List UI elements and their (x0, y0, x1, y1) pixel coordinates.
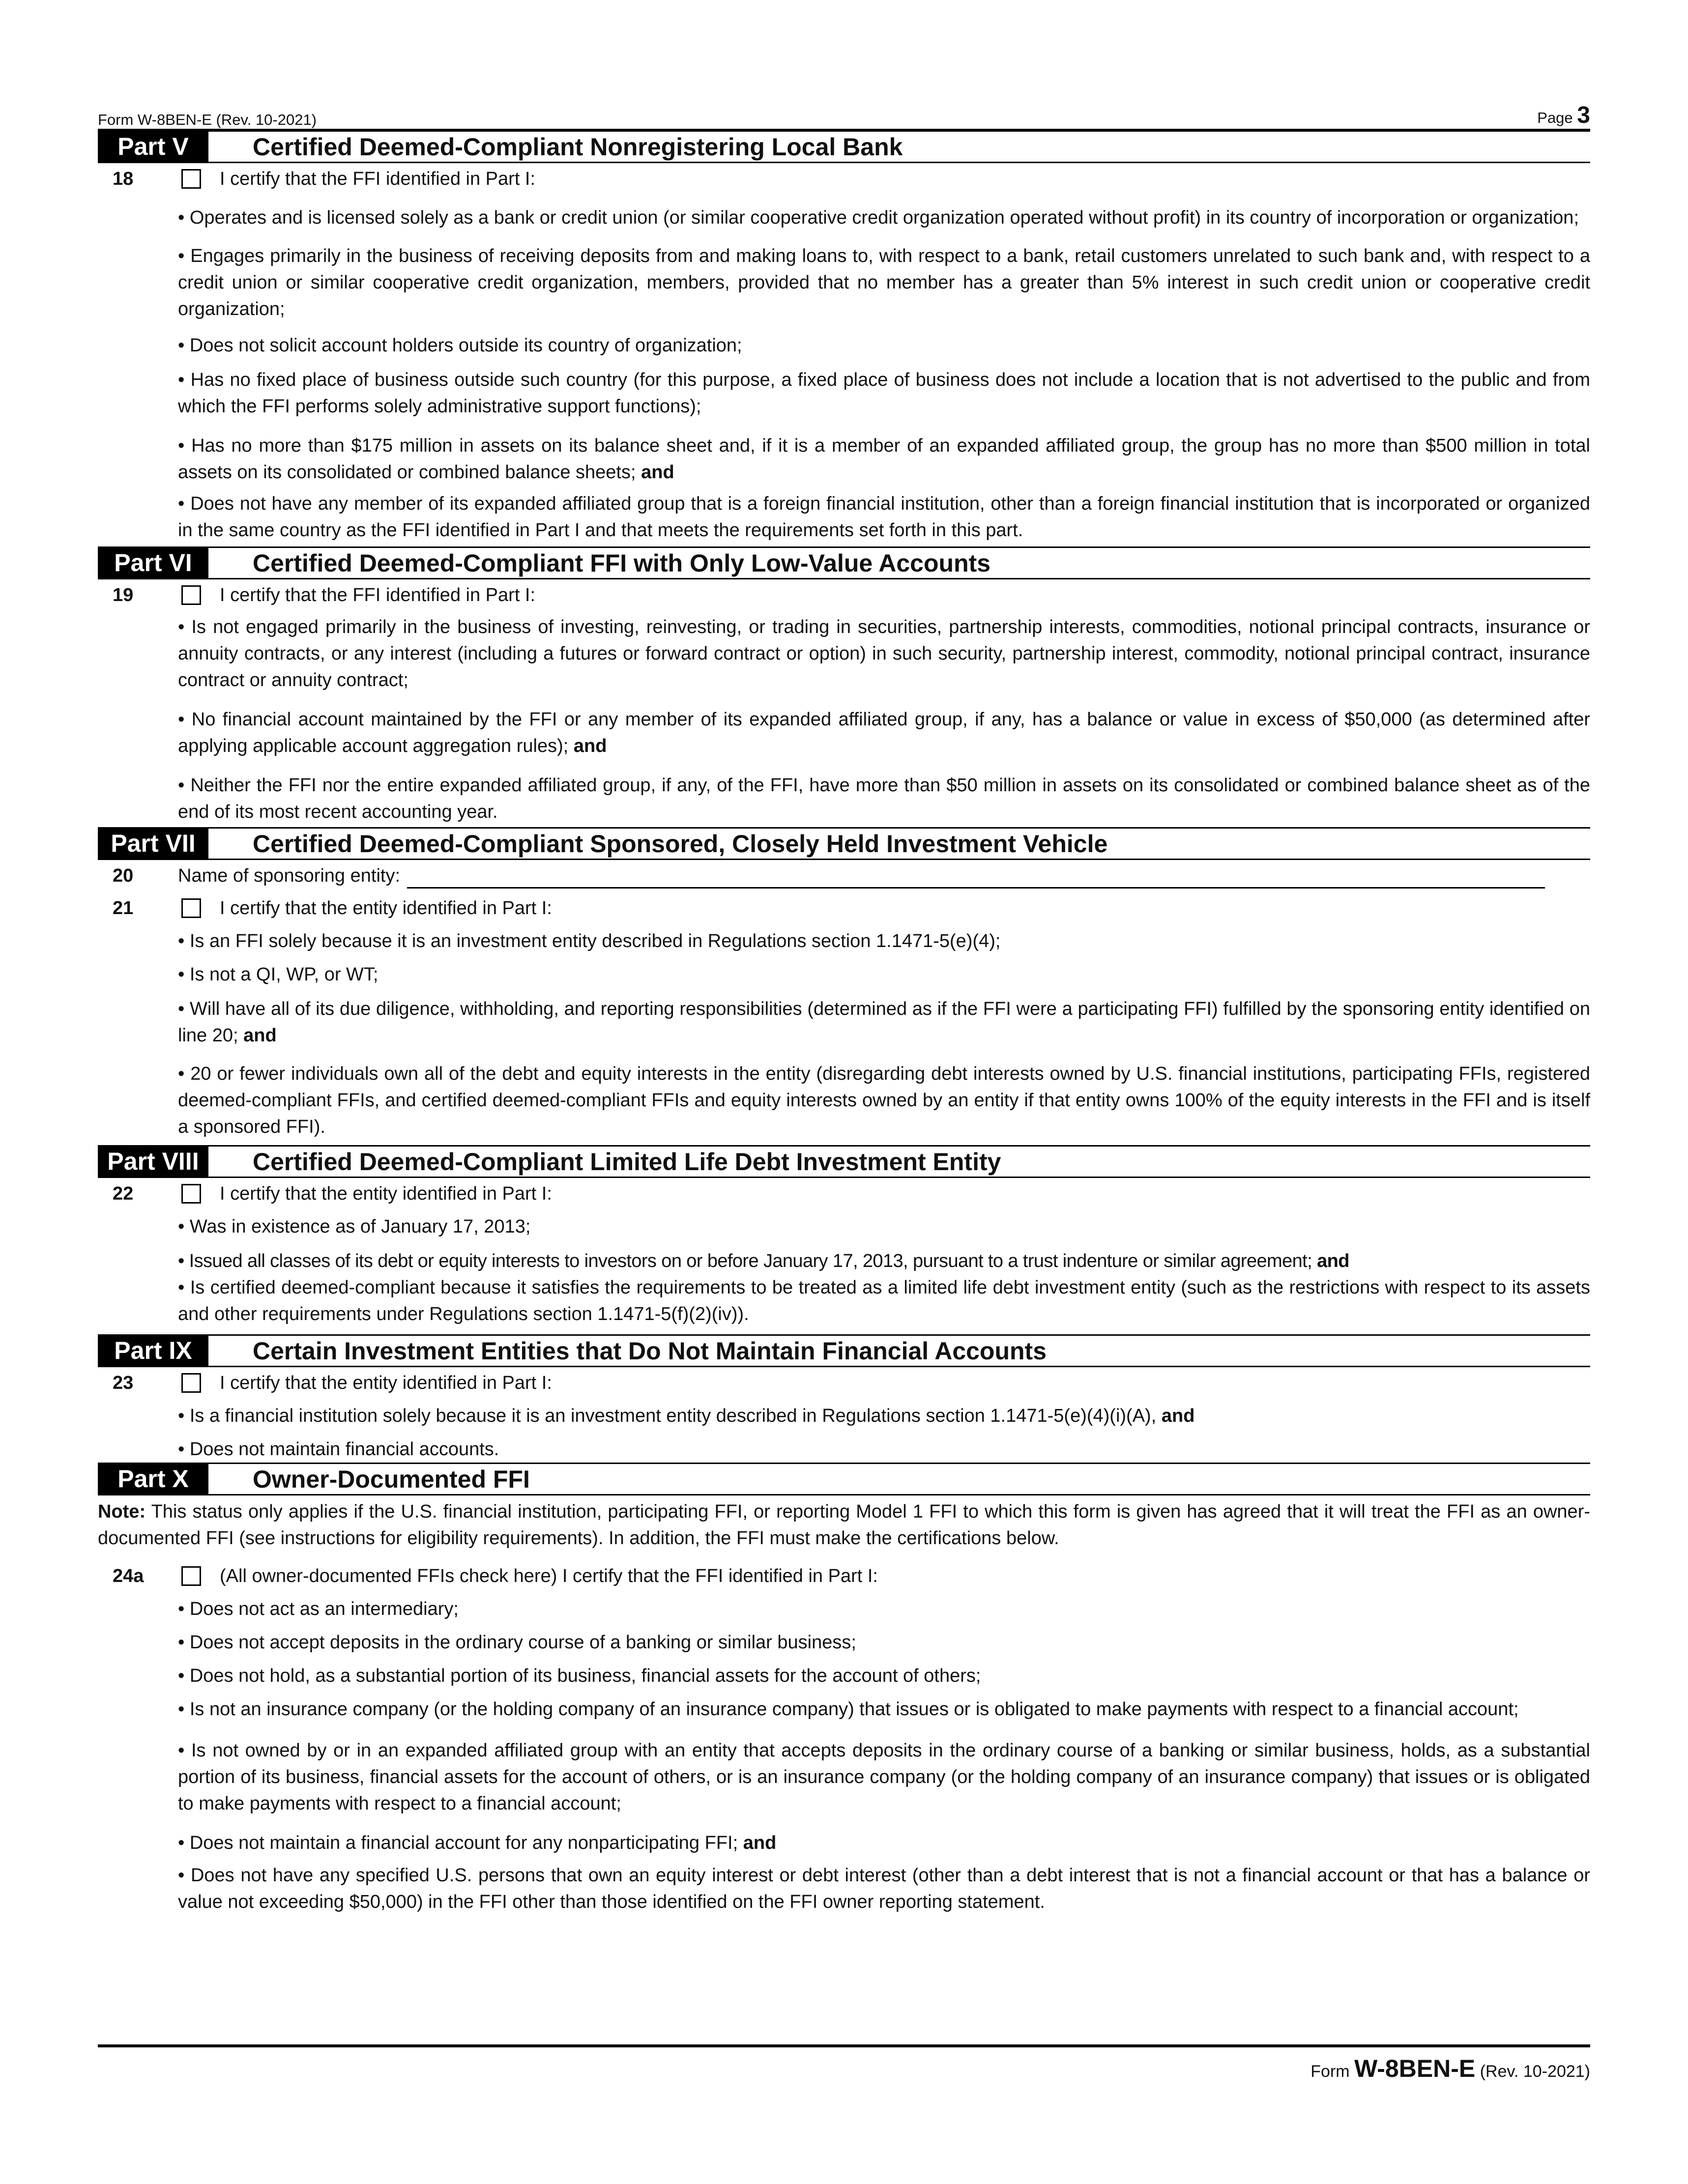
bullet: • Will have all of its due diligence, withholding, and reporting responsibilities (determined as if the FFI were a participating FFI) fulfilled by the sponsoring entity identified on line 20; and (178, 999, 1590, 1046)
part-label: Part X (98, 1464, 208, 1494)
line-22-checkbox[interactable] (181, 1184, 200, 1203)
line-24a (98, 1563, 1590, 1589)
bullet: • 20 or fewer individuals own all of the debt and equity interests in the entity (disregarding debt interests owned by U.S. financial institutions, participating FFIs, registered deemed-compliant FFIs, and certified deemed-compliant FFIs and equity interests owned by an entity if that entity owns 100% of the equity interests in the FFI and is itself a sponsored FFI). (178, 1063, 1590, 1137)
part-label: Part V (98, 132, 208, 162)
line-number: 20 (113, 865, 134, 886)
certify-text: I certify that the entity identified in Part I: (220, 1183, 552, 1204)
bullet: • Is not owned by or in an expanded affiliated group with an entity that accepts deposits in the ordinary course of a banking or similar business, holds, as a substantial portion of its business, financial assets for the account of others, or is an insurance company (or the holding company of an insurance company) that issues or is obligated to make payments with respect to a financial account; (178, 1740, 1590, 1814)
form-title-small: Form W-8BEN-E (Rev. 10-2021) (98, 111, 317, 128)
certify-text: I certify that the FFI identified in Part I: (220, 169, 536, 189)
part-title: Certain Investment Entities that Do Not Maintain Financial Accounts (253, 1337, 1047, 1365)
part-label: Part VII (98, 829, 208, 859)
line-22 (98, 1181, 1590, 1207)
bullet: • Is an FFI solely because it is an investment entity described in Regulations section 1.1471-5(e)(4); (178, 931, 1001, 951)
part-label: Part IX (98, 1336, 208, 1366)
sponsor-label: Name of sponsoring entity: (178, 865, 401, 886)
page-footer: Form W-8BEN-E (Rev. 10-2021) (98, 2044, 1590, 2083)
sponsoring-entity-input[interactable] (407, 867, 1545, 889)
bullet: • Does not have any specified U.S. persons that own an equity interest or debt interest (other than a debt interest that is not a financial account or that has a balance or value not exceeding $50,000) in the FFI other than those identified on the FFI owner reporting statement. (178, 1865, 1590, 1912)
bullet: • Does not have any member of its expanded affiliated group that is a foreign financial institution, other than a foreign financial institution that is incorporated or organized in the same country as the FFI identified in Part I and that meets the requirements set forth in this part. (178, 493, 1590, 541)
bullet: • Does not hold, as a substantial portion of its business, financial assets for the account of others; (178, 1666, 981, 1686)
checkbox-icon (181, 1184, 201, 1204)
line-24a-checkbox[interactable] (181, 1566, 200, 1585)
checkbox-icon (181, 1566, 201, 1586)
part-title: Certified Deemed-Compliant Limited Life Debt Investment Entity (253, 1148, 1001, 1176)
line-number: 21 (113, 898, 134, 919)
line-21 (98, 895, 1590, 921)
line-18 (98, 166, 1590, 192)
part-title: Owner-Documented FFI (253, 1465, 530, 1493)
line-21-checkbox[interactable] (181, 898, 200, 917)
line-number: 18 (113, 169, 134, 189)
line-number: 22 (113, 1183, 134, 1204)
certify-text: I certify that the FFI identified in Part I: (220, 585, 536, 605)
part-7-header (98, 827, 1590, 860)
part-6-header (98, 546, 1590, 579)
checkbox-icon (181, 585, 201, 605)
form-page (98, 96, 1590, 1915)
checkbox-icon (181, 1373, 201, 1393)
bullet: • Does not maintain financial accounts. (178, 1439, 499, 1460)
part-10-note: Note: This status only applies if the U.S. financial institution, participating FFI, or reporting Model 1 FFI to which this form is given has agreed that it will treat the FFI as an owner-documented FFI (see instructions for eligibility requirements). In addition, the FFI must make the certifications below. (98, 1501, 1591, 1549)
bullet: • Is a financial institution solely because it is an investment entity described in Regulations section 1.1471-5(e)(4)(i)(A), and (178, 1406, 1195, 1426)
line-number: 23 (113, 1373, 134, 1393)
form-name: W-8BEN-E (1354, 2055, 1476, 2082)
certify-text: I certify that the entity identified in Part I: (220, 898, 552, 919)
bullet: • Was in existence as of January 17, 2013; (178, 1216, 531, 1237)
checkbox-icon (181, 169, 201, 189)
bullet: • Has no more than $175 million in assets on its balance sheet and, if it is a member of an expanded affiliated group, the group has no more than $500 million in total assets on its consolidated or combined balance sheets; and (178, 435, 1590, 483)
page-header (98, 96, 1590, 132)
bullet: • Is not engaged primarily in the business of investing, reinvesting, or trading in securities, partnership interests, commodities, notional principal contracts, insurance or annuity contracts, or any interest (including a futures or forward contract or option) in such security, partnership interest, commodity, notional principal contract, insurance contract or annuity contract; (178, 617, 1590, 690)
bullet: • Does not solicit account holders outside its country of organization; (178, 335, 742, 356)
line-23 (98, 1370, 1590, 1396)
line-18-checkbox[interactable] (181, 169, 200, 188)
part-9-header (98, 1334, 1590, 1367)
checkbox-icon (181, 898, 201, 918)
bullet: • Has no fixed place of business outside such country (for this purpose, a fixed place of business does not include a location that is not advertised to the public and from which the FFI performs solely administrative support functions); (178, 370, 1590, 417)
line-number: 24a (113, 1566, 144, 1586)
bullet: • Is certified deemed-compliant because it satisfies the requirements to be treated as a limited life debt investment entity (such as the restrictions with respect to its assets and other requirements under Regulations section 1.1471-5(f)(2)(iv)). (178, 1277, 1590, 1324)
part-8-header (98, 1145, 1590, 1178)
line-23-checkbox[interactable] (181, 1373, 200, 1392)
part-5-header (98, 132, 1590, 163)
page-number: Page 3 (1537, 102, 1590, 128)
line-20 (98, 863, 1590, 889)
bullet: • Operates and is licensed solely as a bank or credit union (or similar cooperative credit organization operated without profit) in its country of incorporation or organization; (178, 207, 1579, 228)
part-title: Certified Deemed-Compliant FFI with Only Low-Value Accounts (253, 549, 991, 577)
part-10-header (98, 1463, 1590, 1495)
part-title: Certified Deemed-Compliant Sponsored, Closely Held Investment Vehicle (253, 830, 1108, 858)
bullet: • Does not act as an intermediary; (178, 1599, 459, 1619)
bullet: • Is not an insurance company (or the holding company of an insurance company) that issues or is obligated to make payments with respect to a financial account; (178, 1699, 1519, 1720)
part-label: Part VIII (98, 1147, 208, 1177)
bullet: • Issued all classes of its debt or equity interests to investors on or before January 17, 2013, pursuant to a trust indenture or similar agreement; and (178, 1251, 1349, 1271)
bullet: • Engages primarily in the business of receiving deposits from and making loans to, with respect to a bank, retail customers unrelated to such bank and, with respect to a credit union or similar cooperative credit organization, members, provided that no member has a greater than 5% interest in such credit union or cooperative credit organization; (178, 246, 1590, 319)
bullet: • No financial account maintained by the FFI or any member of its expanded affiliated group, if any, has a balance or value in excess of $50,000 (as determined after applying applicable account aggregation rules); and (178, 709, 1590, 756)
part-title: Certified Deemed-Compliant Nonregistering Local Bank (253, 133, 903, 161)
line-19 (98, 582, 1590, 608)
bullet: • Does not accept deposits in the ordinary course of a banking or similar business; (178, 1632, 856, 1653)
line-number: 19 (113, 585, 134, 605)
part-label: Part VI (98, 548, 208, 578)
certify-text: (All owner-documented FFIs check here) I certify that the FFI identified in Part I: (220, 1566, 878, 1586)
line-19-checkbox[interactable] (181, 585, 200, 604)
bullet: • Is not a QI, WP, or WT; (178, 964, 378, 985)
certify-text: I certify that the entity identified in Part I: (220, 1373, 552, 1393)
bullet: • Neither the FFI nor the entire expanded affiliated group, if any, of the FFI, have more than $50 million in assets on its consolidated or combined balance sheet as of the end of its most recent accounting year. (178, 775, 1590, 822)
bullet: • Does not maintain a financial account for any nonparticipating FFI; and (178, 1833, 777, 1853)
